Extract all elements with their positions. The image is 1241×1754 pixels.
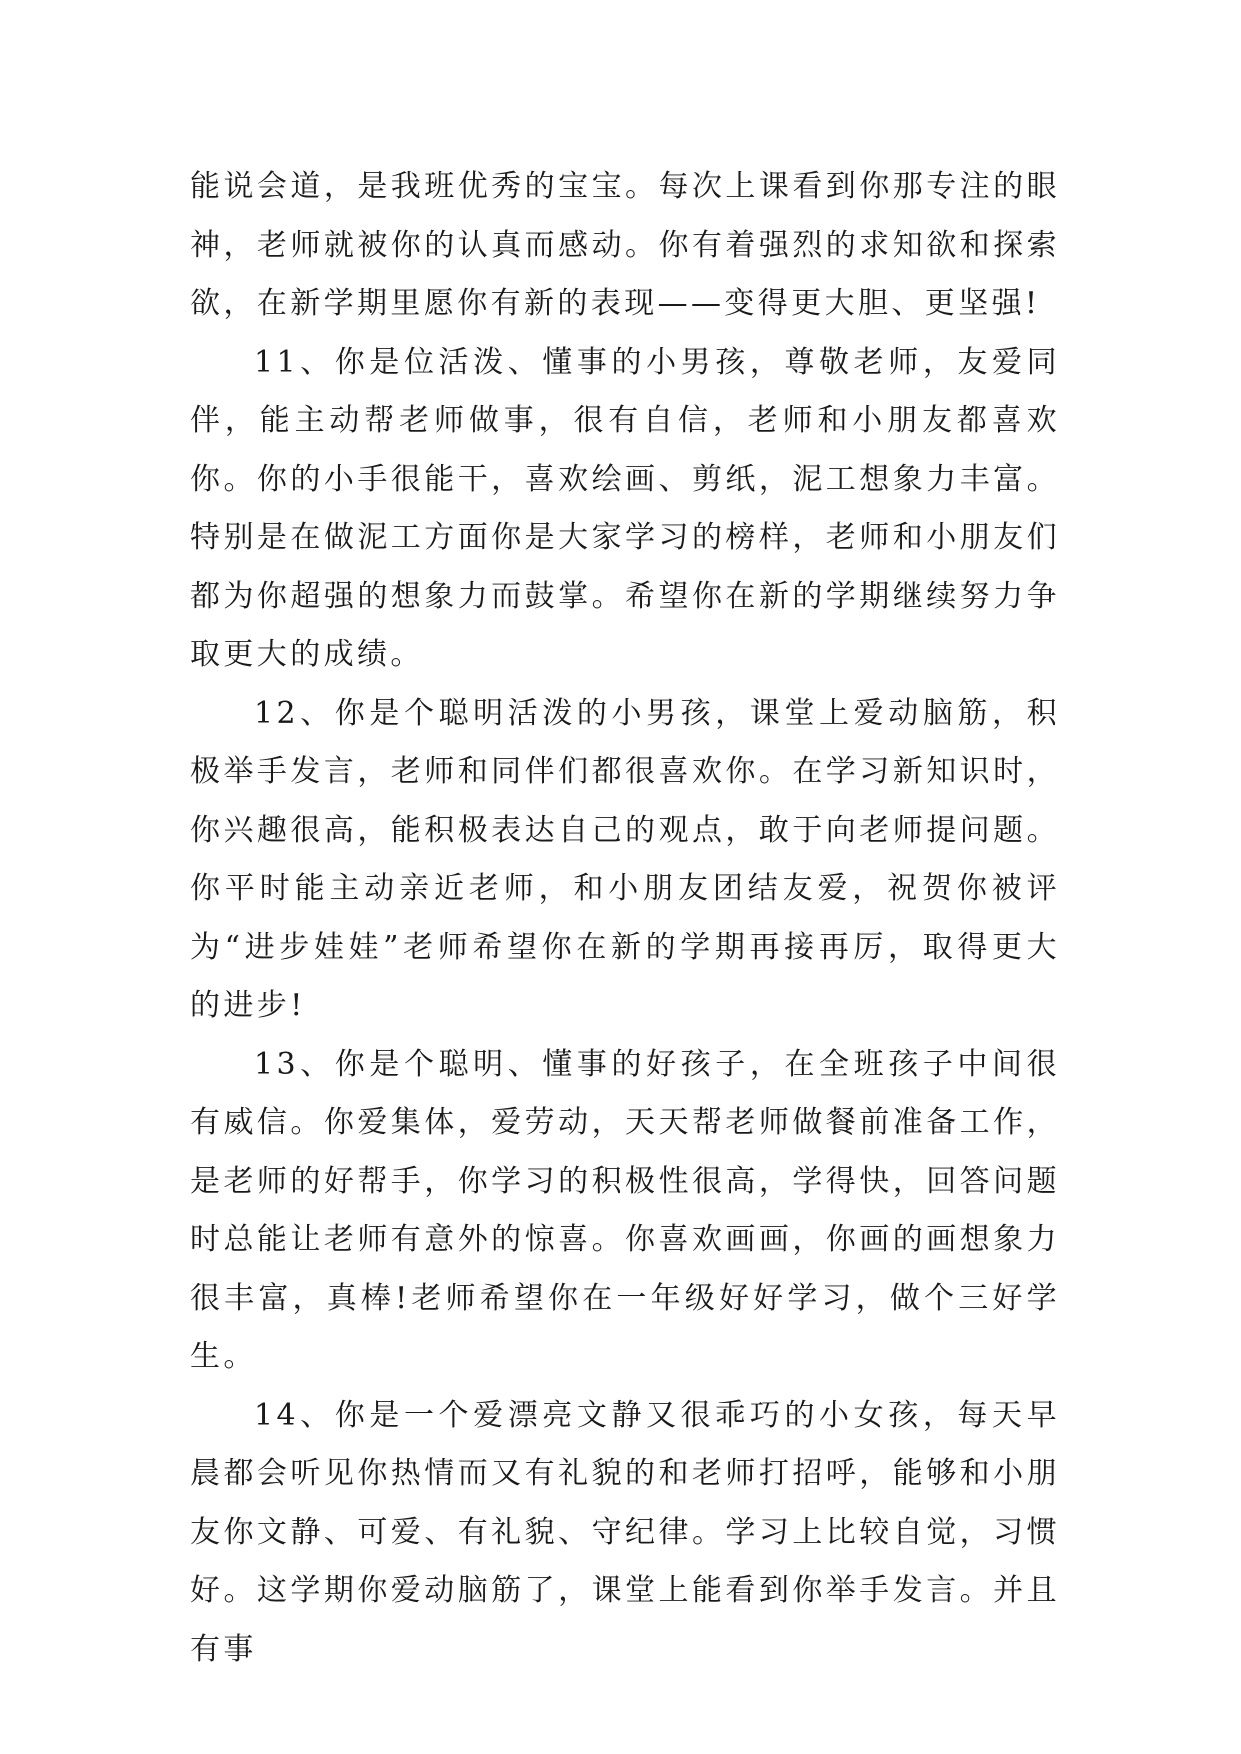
paragraph-14: 14、你是一个爱漂亮文静又很乖巧的小女孩，每天早晨都会听见你热情而又有礼貌的和老师打招呼，能够和小朋友你文静、可爱、有礼貌、守纪律。学习上比较自觉，习惯好。这学期你爱动脑筋了，课堂上能看到你举手发言。并且有事 [190,1397,1060,1667]
paragraph-10-continued: 能说会道，是我班优秀的宝宝。每次上课看到你那专注的眼神，老师就被你的认真而感动。你有着强烈的求知欲和探索欲，在新学期里愿你有新的表现——变得更大胆、更坚强! [190,169,1060,321]
paragraph-12: 12、你是个聪明活泼的小男孩，课堂上爱动脑筋，积极举手发言，老师和同伴们都很喜欢你。在学习新知识时，你兴趣很高，能积极表达自己的观点，敢于向老师提问题。你平时能主动亲近老师，和小朋友团结友爱，祝贺你被评为“进步娃娃”老师希望你在新的学期再接再厉，取得更大的进步! [190,695,1060,1023]
document-body [190,158,1060,1679]
paragraph-11: 11、你是位活泼、懂事的小男孩，尊敬老师，友爱同伴，能主动帮老师做事，很有自信，老师和小朋友都喜欢你。你的小手很能干，喜欢绘画、剪纸，泥工想象力丰富。特别是在做泥工方面你是大家学习的榜样，老师和小朋友们都为你超强的想象力而鼓掌。希望你在新的学期继续努力争取更大的成绩。 [190,344,1060,672]
paragraph-13: 13、你是个聪明、懂事的好孩子，在全班孩子中间很有威信。你爱集体，爱劳动，天天帮老师做餐前准备工作，是老师的好帮手，你学习的积极性很高，学得快，回答问题时总能让老师有意外的惊喜。你喜欢画画，你画的画想象力很丰富，真棒!老师希望你在一年级好好学习，做个三好学生。 [190,1046,1060,1374]
